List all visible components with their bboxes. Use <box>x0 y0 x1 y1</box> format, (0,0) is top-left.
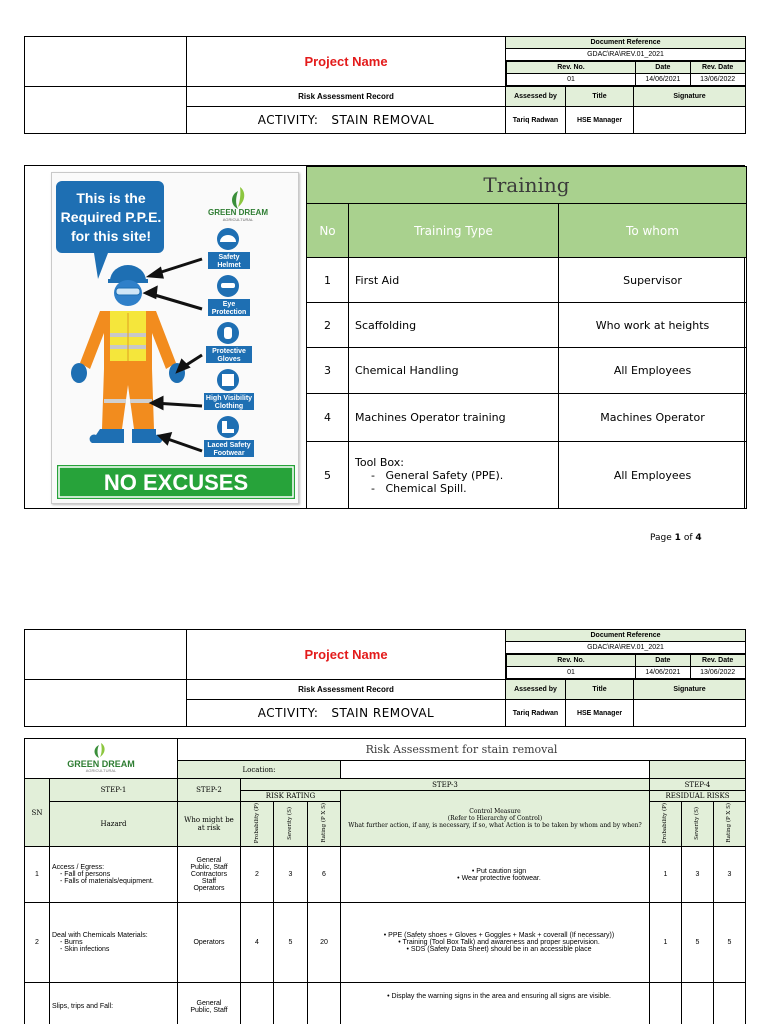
date-value: 14/06/2021 <box>636 667 691 679</box>
risk-rating-header: RISK RATING <box>241 791 341 802</box>
rating-header: Rating (P X S) <box>320 803 327 843</box>
green-dream-logo-icon <box>66 743 136 773</box>
page-number: Page 1 of 4 <box>650 533 702 543</box>
risk-logo-cell <box>25 739 178 779</box>
table-row: 3 Chemical Handling All Employees <box>307 348 747 394</box>
risk-assessment-table <box>24 738 746 1024</box>
ppe-label-2a: Eye <box>222 301 236 308</box>
poster-brand-sub: AGRICULTURAL <box>222 217 254 222</box>
probability-header: Probability (P) <box>253 803 260 844</box>
ppe-poster-cell <box>25 166 307 508</box>
col-to-whom: To whom <box>559 204 747 258</box>
signature-value <box>634 700 746 727</box>
date-value: 14/06/2021 <box>636 74 691 86</box>
header-logo-cell <box>25 630 187 680</box>
svg-text:AGRICULTURAL: AGRICULTURAL <box>85 767 117 773</box>
step-3: STEP-3 <box>241 779 650 791</box>
sn-header: SN <box>25 779 50 847</box>
step-2: STEP-2 <box>178 779 241 802</box>
project-name: Project Name <box>187 630 506 680</box>
ppe-label-1a: Safety <box>218 254 240 261</box>
rev-no-label: Rev. No. <box>507 655 636 667</box>
record-title: Risk Assessment Record <box>187 680 506 700</box>
rev-date-label: Rev. Date <box>690 655 745 667</box>
ppe-poster-graphic <box>52 173 300 505</box>
table-row: Slips, trips and Fall: General Public, Staff • Display the warning signs in the area and ensuring all signs are visible. <box>25 983 746 1024</box>
worker-figure-icon <box>71 265 185 443</box>
record-title: Risk Assessment Record <box>187 87 506 107</box>
residual-probability-header: Probability (P) <box>662 803 669 844</box>
table-row: 1 First Aid Supervisor <box>307 258 747 303</box>
doc-ref-label: Document Reference <box>506 37 746 49</box>
residual-rating-header: Rating (P X S) <box>726 803 733 843</box>
title-label: Title <box>566 680 634 700</box>
ppe-label-1b: Helmet <box>217 262 241 269</box>
col-training-type: Training Type <box>349 204 559 258</box>
residual-severity-header: Severity (S) <box>694 806 701 840</box>
ppe-label-4b: Clothing <box>214 403 244 410</box>
ppe-label-3b: Gloves <box>217 356 241 363</box>
poster-headline-1: This is the <box>76 190 146 206</box>
step-1: STEP-1 <box>50 779 178 802</box>
assessed-by-value: Tariq Radwan <box>506 107 566 134</box>
risk-title: Risk Assessment for stain removal <box>178 739 746 761</box>
toolbox-item: - General Safety (PPE). <box>371 468 504 482</box>
assessed-by-label: Assessed by <box>506 87 566 107</box>
assessed-by-value: Tariq Radwan <box>506 700 566 727</box>
signature-label: Signature <box>634 680 746 700</box>
signature-value <box>634 107 746 134</box>
control-measure-header: Control Measure (Refer to Hierarchy of Control) What further action, if any, is necessary, if so, what Action is to be taken by whom and by when? <box>341 791 650 847</box>
ppe-poster <box>51 172 299 504</box>
location-value <box>341 761 650 779</box>
step-4: STEP-4 <box>650 779 746 791</box>
rev-date-label: Rev. Date <box>690 62 745 74</box>
ppe-label-2b: Protection <box>211 309 247 316</box>
project-name: Project Name <box>187 37 506 87</box>
poster-brand: GREEN DREAM <box>207 208 269 217</box>
table-row: 2 Scaffolding Who work at heights <box>307 303 747 348</box>
training-title: Training <box>307 167 747 204</box>
date-label: Date <box>636 62 691 74</box>
hazard-header: Hazard <box>50 802 178 847</box>
title-value: HSE Manager <box>566 107 634 134</box>
rev-no-label: Rev. No. <box>507 62 636 74</box>
rev-no-value: 01 <box>507 74 636 86</box>
residual-risks-header: RESIDUAL RISKS <box>650 791 746 802</box>
table-row: 4 Machines Operator training Machines Operator <box>307 394 747 442</box>
rev-date-value: 13/06/2022 <box>690 667 745 679</box>
title-value: HSE Manager <box>566 700 634 727</box>
table-row: 5 Tool Box: - General Safety (PPE). - Chemical Spill. All Employees <box>307 442 747 509</box>
doc-ref-label: Document Reference <box>506 630 746 642</box>
activity: ACTIVITY: STAIN REMOVAL <box>187 107 506 134</box>
training-table <box>306 166 747 509</box>
title-label: Title <box>566 87 634 107</box>
no-excuses-text: NO EXCUSES <box>103 470 249 495</box>
severity-header: Severity (S) <box>287 806 294 840</box>
ppe-label-5a: Laced Safety <box>207 442 251 449</box>
rev-no-value: 01 <box>507 667 636 679</box>
doc-ref-value: GDAC\RA\REV.01_2021 <box>506 642 746 654</box>
date-label: Date <box>636 655 691 667</box>
activity: ACTIVITY: STAIN REMOVAL <box>187 700 506 727</box>
ppe-label-3a: Protective <box>212 348 246 355</box>
header-logo-cell <box>25 37 187 87</box>
doc-ref-value: GDAC\RA\REV.01_2021 <box>506 49 746 61</box>
green-dream-logo-icon <box>232 187 244 209</box>
ppe-label-4a: High Visibility <box>205 395 253 402</box>
document-header-page-2 <box>24 629 746 727</box>
table-row: 2 Deal with Chemicals Materials: - Burns - Skin infections Operators 4 5 20 • PPE (Safety shoes + Gloves + Goggles + Mask + coverall (If necessary)) • Training (Tool Box Talk) and awareness and proper supervision. • SDS (Safety Data Sheet) should be in an accessible place 1 5 5 <box>25 903 746 983</box>
svg-text:GREEN DREAM: GREEN DREAM <box>67 758 135 769</box>
poster-headline-2: Required P.P.E. <box>60 209 162 225</box>
location-label: Location: <box>178 761 341 779</box>
training-section <box>24 165 745 509</box>
poster-headline-3: for this site! <box>70 228 152 244</box>
assessed-by-label: Assessed by <box>506 680 566 700</box>
signature-label: Signature <box>634 87 746 107</box>
pointer-arrows <box>146 259 202 451</box>
who-at-risk-header: Who might be at risk <box>178 802 241 847</box>
col-no: No <box>307 204 349 258</box>
document-header <box>24 36 746 134</box>
rev-date-value: 13/06/2022 <box>690 74 745 86</box>
ppe-label-5b: Footwear <box>213 450 245 457</box>
table-row: 1 Access / Egress: - Fall of persons - Falls of materials/equipment. General Public, Staff Contractors Staff Operators 2 3 6 • Put caution sign • Wear protective footwear. 1 3 3 <box>25 847 746 903</box>
toolbox-label: Tool Box: <box>355 455 405 469</box>
toolbox-item: - Chemical Spill. <box>371 481 467 495</box>
